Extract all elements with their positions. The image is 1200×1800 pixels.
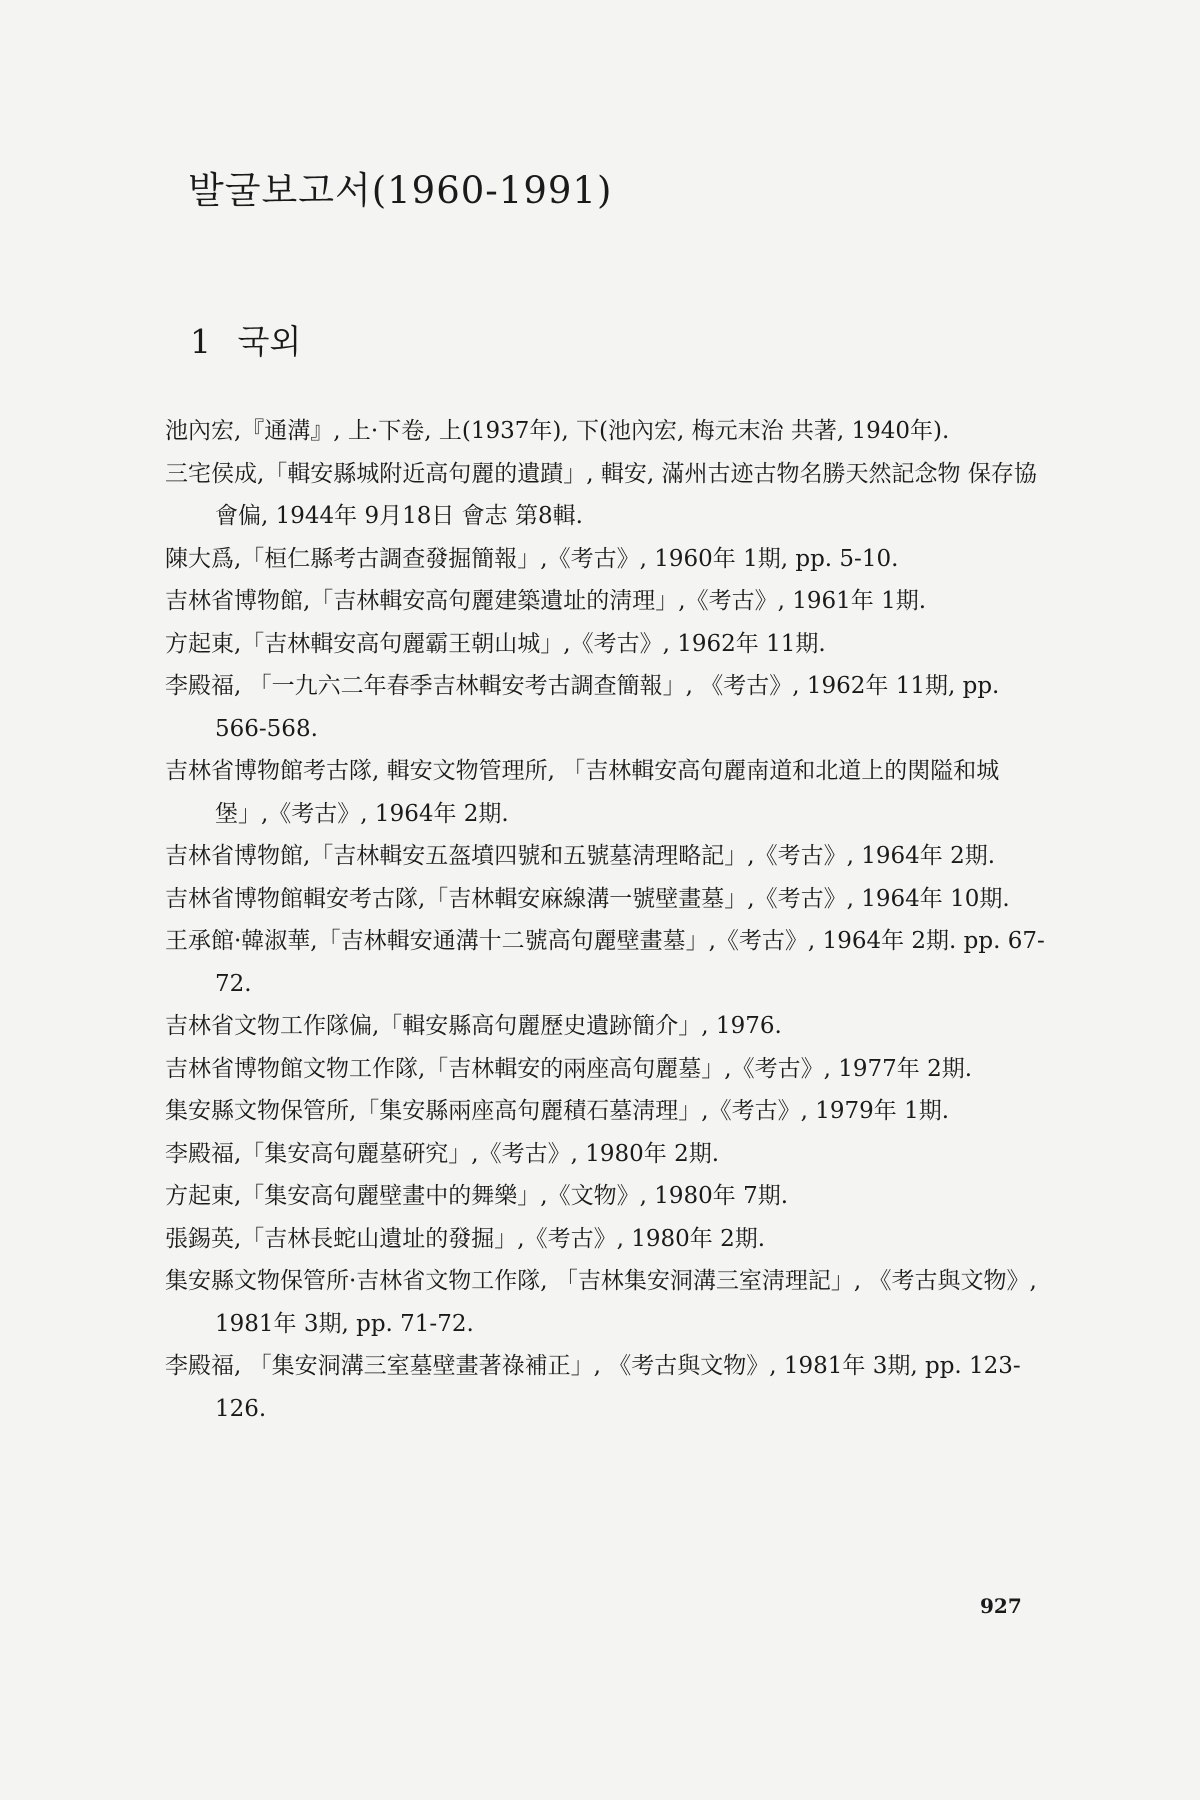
- bibliography-entry: 吉林省博物館文物工作隊,「吉林輯安的兩座高句麗墓」,《考古》, 1977年 2期.: [165, 1055, 973, 1082]
- section-number: 1: [190, 322, 211, 361]
- page-number: 927: [980, 1594, 1022, 1618]
- bibliography-entry: 三宅侯成,「輯安縣城附近高句麗的遺蹟」, 輯安, 滿州古迹古物名勝天然記念物 保存協會偏, 1944年 9月18日 會志 第8輯.: [165, 460, 1037, 529]
- page-title: 발굴보고서(1960-1991): [188, 169, 613, 212]
- bibliography-entry: 李殿福, 「一九六二年春季吉林輯安考古調查簡報」, 《考古》, 1962年 11期, pp. 566-568.: [165, 673, 1000, 742]
- section-label: 국외: [237, 322, 302, 361]
- bibliography-entry: 方起東,「集安高句麗壁畫中的舞樂」,《文物》, 1980年 7期.: [165, 1183, 789, 1209]
- bibliography-entry: 吉林省博物館,「吉林輯安五盔墳四號和五號墓淸理略記」,《考古》, 1964年 2期.: [165, 843, 996, 869]
- bibliography-entry: 王承館·韓淑華,「吉林輯安通溝十二號高句麗壁畫墓」,《考古》, 1964年 2期. pp. 67-72.: [165, 928, 1045, 997]
- bibliography-entry: 池內宏,『通溝』, 上·下卷, 上(1937年), 下(池內宏, 梅元末治 共著, 1940年).: [165, 418, 950, 444]
- bibliography-entry: 李殿福,「集安高句麗墓硏究」,《考古》, 1980年 2期.: [165, 1140, 720, 1167]
- bibliography-entry: 集安縣文物保管所,「集安縣兩座高句麗積石墓淸理」,《考古》, 1979年 1期.: [165, 1098, 950, 1124]
- bibliography-entry: 陳大爲,「桓仁縣考古調查發掘簡報」,《考古》, 1960年 1期, pp. 5-10.: [165, 545, 899, 572]
- bibliography-entry: 方起東,「吉林輯安高句麗霸王朝山城」,《考古》, 1962年 11期.: [165, 630, 826, 657]
- bibliography-entry: 集安縣文物保管所·吉林省文物工作隊, 「吉林集安洞溝三室淸理記」, 《考古與文物》, 1981年 3期, pp. 71-72.: [165, 1268, 1037, 1337]
- bibliography-entry: 吉林省博物館考古隊, 輯安文物管理所, 「吉林輯安高句麗南道和北道上的関隘和城堡」,《考古》, 1964年 2期.: [165, 758, 1000, 827]
- bibliography-entry: 李殿福, 「集安洞溝三室墓壁畫著祿補正」, 《考古與文物》, 1981年 3期, pp. 123-126.: [165, 1353, 1021, 1422]
- bibliography-list: [165, 410, 1045, 1430]
- section-heading: [190, 322, 302, 361]
- bibliography-entry: 吉林省博物館輯安考古隊,「吉林輯安麻線溝一號壁畫墓」,《考古》, 1964年 10期.: [165, 885, 1010, 912]
- bibliography-entry: 吉林省文物工作隊偏,「輯安縣高句麗歷史遺跡簡介」, 1976.: [165, 1013, 782, 1039]
- bibliography-entry: 吉林省博物館,「吉林輯安高句麗建築遺址的淸理」,《考古》, 1961年 1期.: [165, 588, 927, 614]
- bibliography-entry: 張錫英,「吉林長蛇山遺址的發掘」,《考古》, 1980年 2期.: [165, 1225, 766, 1252]
